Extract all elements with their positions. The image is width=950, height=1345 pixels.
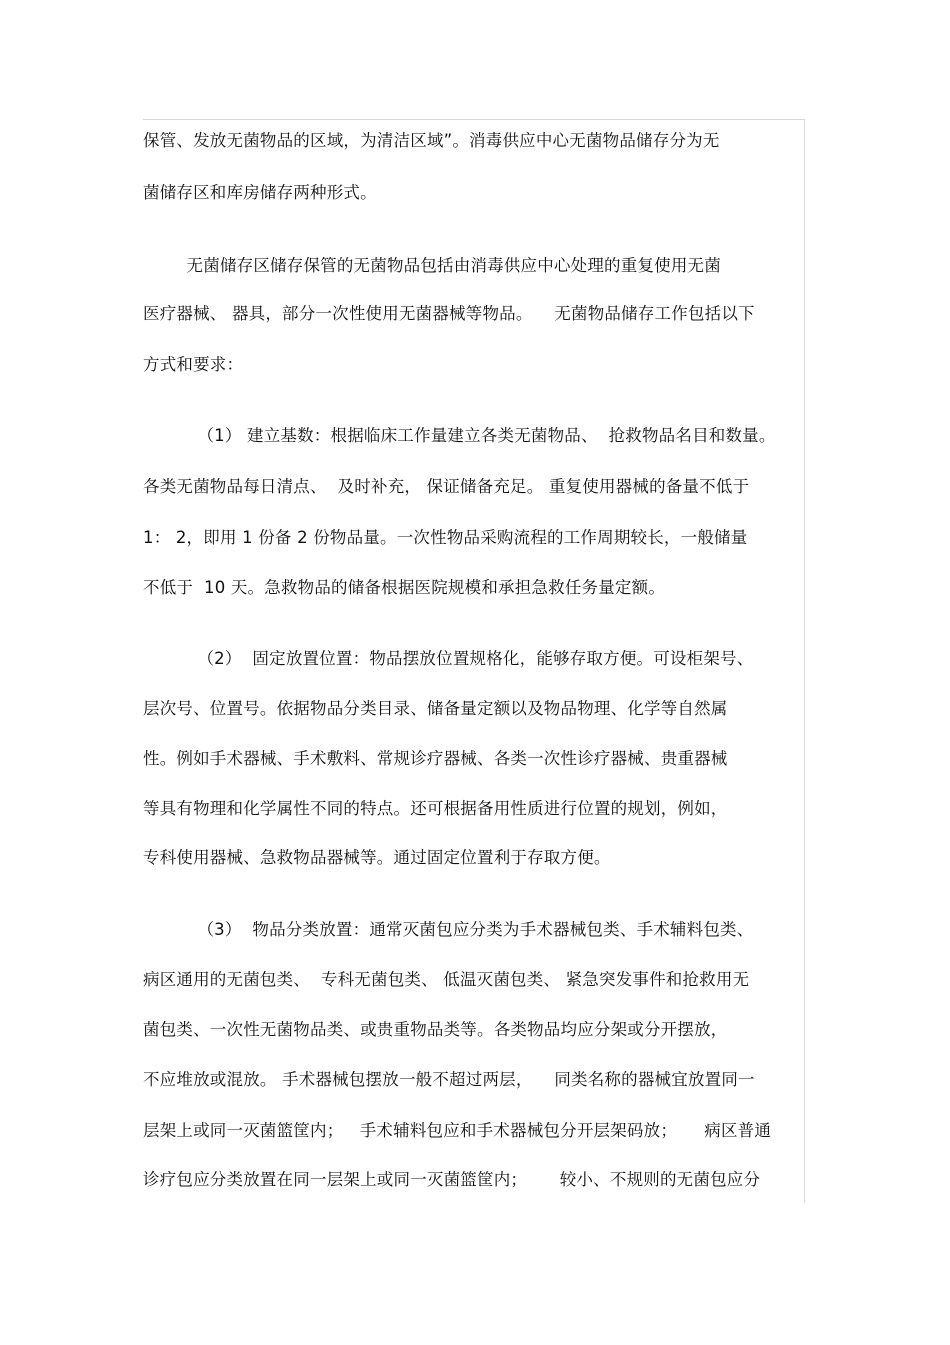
text-line: 不应堆放或混放。 手术器械包摆放一般不超过两层， 同类名称的器械宜放置同一 bbox=[143, 1070, 755, 1089]
text-line: 方式和要求： bbox=[143, 355, 244, 374]
text-line: （2） 固定放置位置：物品摆放位置规格化，能够存取方便。可设柜架号、 bbox=[143, 649, 754, 668]
text-line: 各类无菌物品每日清点、 及时补充， 保证储备充足。 重复使用器械的备量不低于 bbox=[143, 477, 750, 496]
text-line: 保管、发放无菌物品的区域，为清洁区域”。消毒供应中心无菌物品储存分为无 bbox=[143, 131, 720, 150]
text-line: 医疗器械、 器具，部分一次性使用无菌器械等物品。 无菌物品储存工作包括以下 bbox=[143, 304, 755, 323]
text-line: 1： 2，即用 1 份备 2 份物品量。一次性物品采购流程的工作周期较长，一般储量 bbox=[143, 528, 748, 547]
text-line: 病区通用的无菌包类、 专科无菌包类、 低温灭菌包类、 紧急突发事件和抢救用无 bbox=[143, 970, 750, 989]
text-line: 性。例如手术器械、手术敷料、常规诊疗器械、各类一次性诊疗器械、贵重器械 bbox=[143, 749, 728, 768]
text-line: 层次号、位置号。依据物品分类目录、储备量定额以及物品物理、化学等自然属 bbox=[143, 699, 728, 718]
text-line: 诊疗包应分类放置在同一层架上或同一灭菌篮筐内； 较小、不规则的无菌包应分 bbox=[143, 1170, 761, 1189]
text-line: 专科使用器械、急救物品器械等。通过固定位置利于存取方便。 bbox=[143, 848, 611, 867]
text-line: 菌储存区和库房储存两种形式。 bbox=[143, 183, 377, 202]
text-line: （1） 建立基数：根据临床工作量建立各类无菌物品、 抢救物品名目和数量。 bbox=[143, 426, 776, 445]
text-line: （3） 物品分类放置：通常灭菌包应分类为手术器械包类、手术辅料包类、 bbox=[143, 920, 754, 939]
text-line: 无菌储存区储存保管的无菌物品包括由消毒供应中心处理的重复使用无菌 bbox=[143, 256, 721, 275]
text-line: 等具有物理和化学属性不同的特点。还可根据备用性质进行位置的规划，例如， bbox=[143, 799, 728, 818]
text-line: 层架上或同一灭菌篮筐内； 手术辅料包应和手术器械包分开层架码放； 病区普通 bbox=[143, 1121, 772, 1140]
text-line: 菌包类、一次性无菌物品类、或贵重物品类等。各类物品均应分架或分开摆放， bbox=[143, 1020, 728, 1039]
text-line: 不低于 10 天。急救物品的储备根据医院规模和承担急救任务量定额。 bbox=[143, 578, 666, 597]
